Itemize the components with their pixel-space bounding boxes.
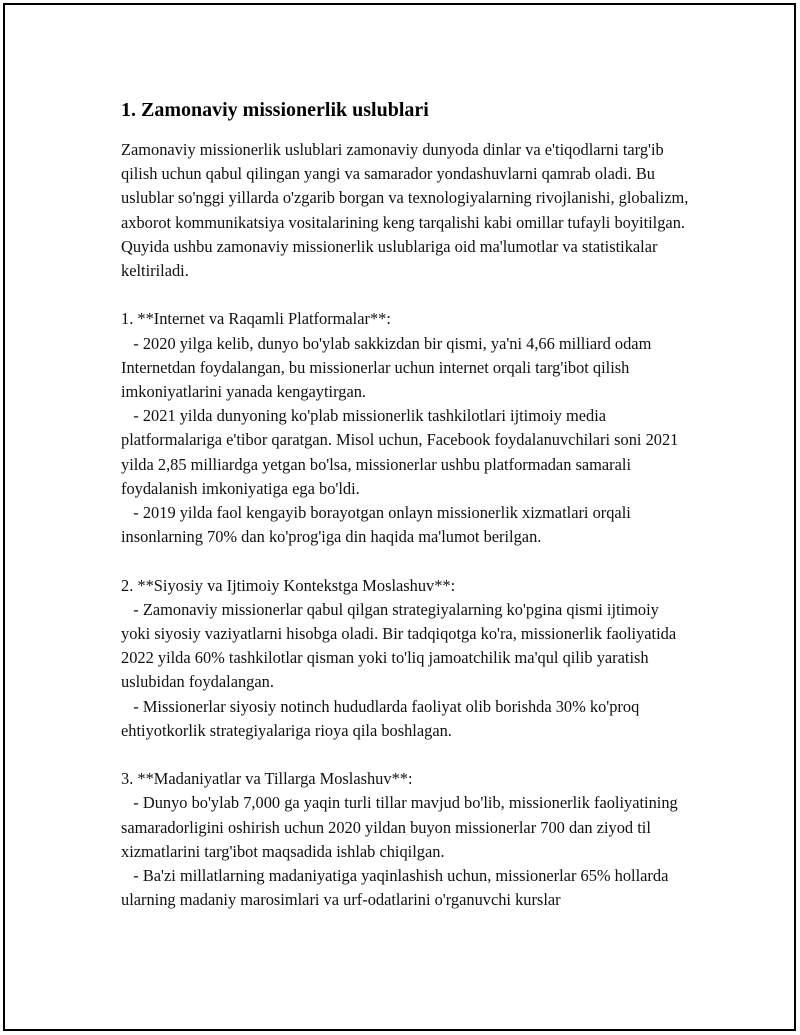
list-item: - Missionerlar siyosiy notinch hududlarda faoliyat olib borishda 30% ko'proq ehtiyotkorlik strategiyalariga rioya qila boshlagan. [121, 696, 644, 740]
intro-paragraph: Zamonaviy missionerlik uslublari zamonaviy dunyoda dinlar va e'tiqodlarni targ'ib qilish uchun qabul qilingan yangi va samarador yondashuvlarni qamrab oladi. Bu uslublar so'nggi yillarda o'zgarib borgan va texnologiyalarning rivojlanishi, globalizm, axborot kommunikatsiya vositalarining keng tarqalishi kabi omillar tufayli boyitilgan. Quyida ushbu zamonaviy missionerlik uslublariga oid ma'lumotlar va statistikalar keltiriladi. [121, 140, 693, 281]
section-title: 1. **Internet va Raqamli Platformalar**: [121, 309, 391, 329]
document-body [121, 95, 691, 912]
list-item: - Ba'zi millatlarning madaniyatiga yaqinlashish uchun, missionerlar 65% hollarda ularning madaniy marosimlari va urf-odatlarini o'rganuvchi kurslar [121, 866, 673, 910]
paragraph-gap [121, 549, 691, 573]
list-item: - Dunyo bo'ylab 7,000 ga yaqin turli tillar mavjud bo'lib, missionerlik faoliyatining samaradorligini oshirish uchun 2020 yildan buyon missionerlar 700 dan ziyod til xizmatlarini targ'ibot maqsadida ishlab chiqilgan. [121, 793, 682, 861]
list-item: - 2019 yilda faol kengayib borayotgan onlayn missionerlik xizmatlari orqali insonlarning 70% dan ko'prog'iga din haqida ma'lumot berilgan. [121, 503, 635, 547]
page-frame [3, 3, 796, 1031]
paragraph-gap [121, 283, 691, 307]
section-title: 2. **Siyosiy va Ijtimoiy Kontekstga Moslashuv**: [121, 575, 456, 595]
section-title: 3. **Madaniyatlar va Tillarga Moslashuv**: [121, 769, 413, 789]
list-item: - 2021 yilda dunyoning ko'plab missionerlik tashkilotlari ijtimoiy media platformalariga e'tibor qaratgan. Misol uchun, Facebook foydalanuvchilari soni 2021 yilda 2,85 milliardga yetgan bo'lsa, missionerlar ushbu platformadan samarali foydalanish imkoniyatiga ega bo'ldi. [121, 406, 683, 498]
list-item: - 2020 yilga kelib, dunyo bo'ylab sakkizdan bir qismi, ya'ni 4,66 milliard odam Internetdan foydalangan, bu missionerlar uchun internet orqali targ'ibot qilish imkoniyatlarini yanada kengaytirgan. [121, 333, 656, 402]
list-item: - Zamonaviy missionerlar qabul qilgan strategiyalarning ko'pgina qismi ijtimoiy yoki siyosiy vaziyatlarni hisobga oladi. Bir tadqiqotga ko'ra, missionerlik faoliyatida 2022 yilda 60% tashkilotlar qisman yoki to'liq jamoatchilik ma'qul qilib yaratish uslubidan foydalangan. [121, 599, 681, 692]
page-title: 1. Zamonaviy missionerlik uslublari [121, 99, 429, 121]
paragraph-gap [121, 743, 691, 767]
